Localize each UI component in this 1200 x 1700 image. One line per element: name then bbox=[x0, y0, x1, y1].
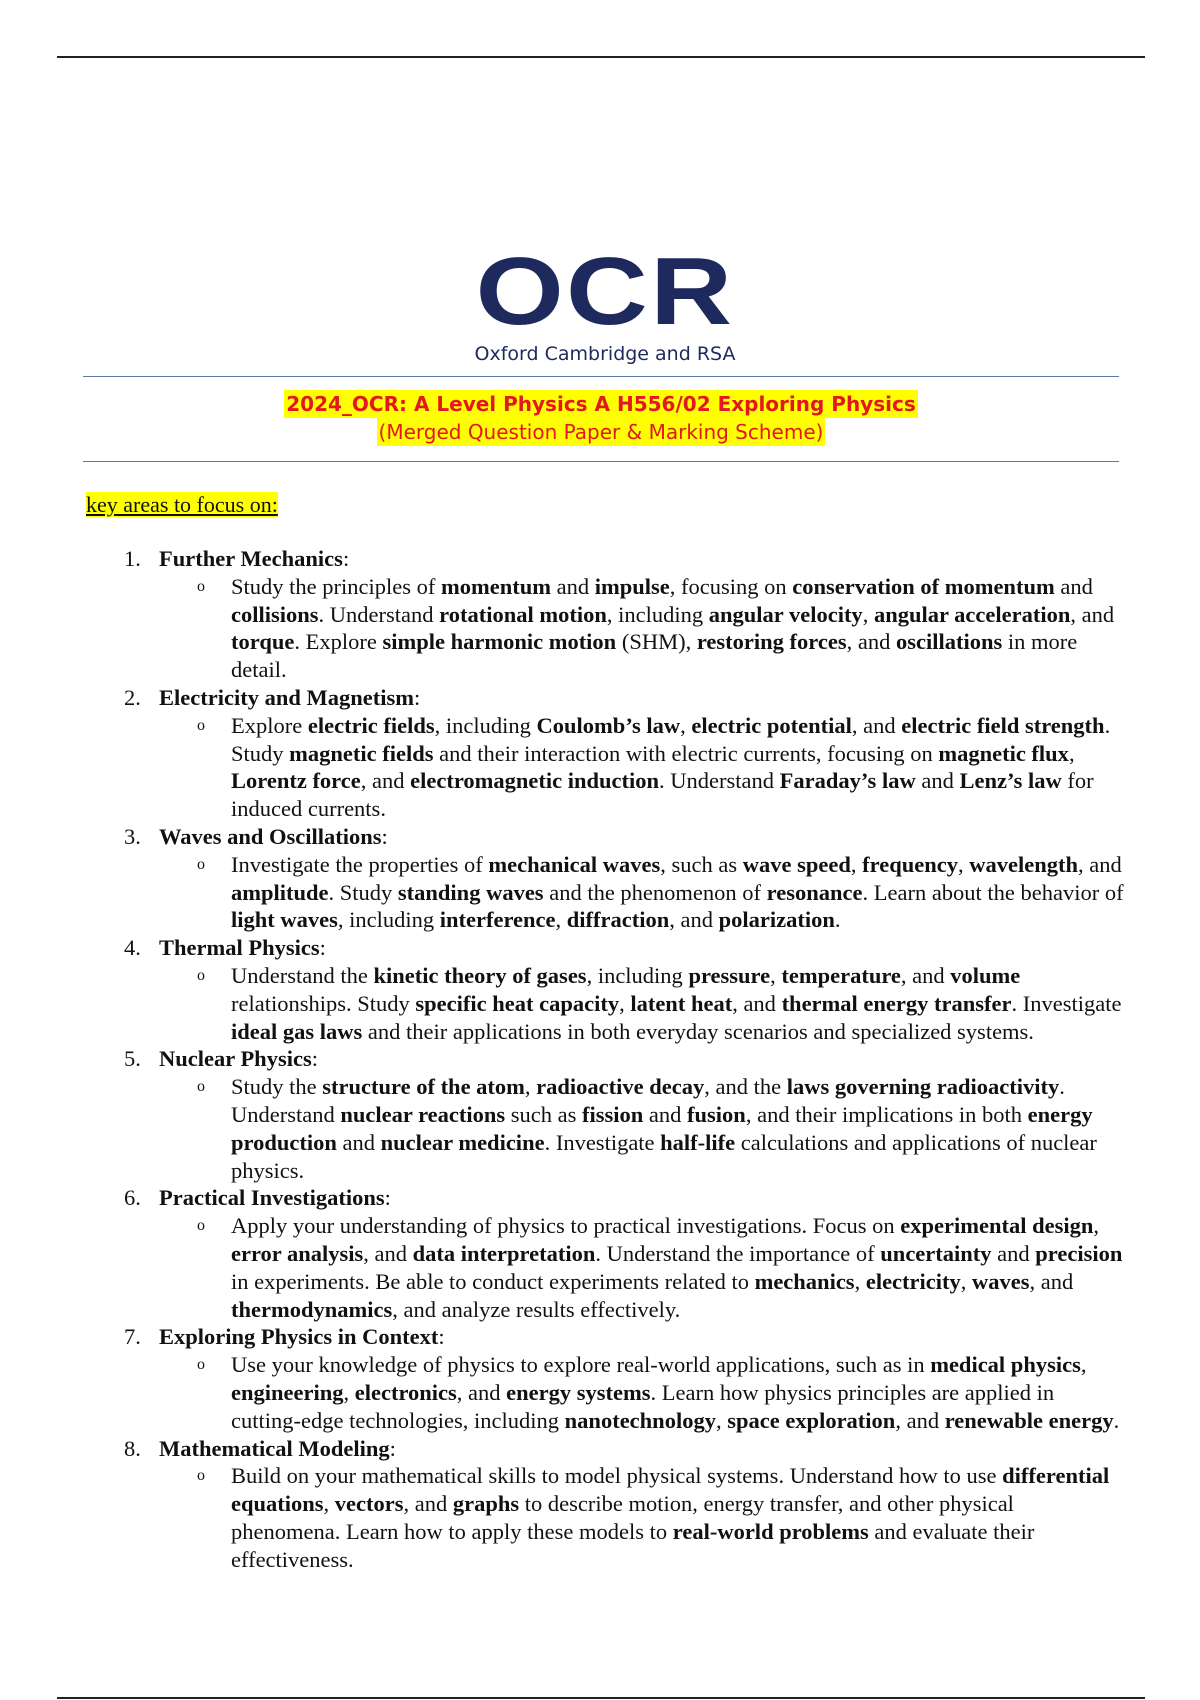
key-area-item bbox=[124, 545, 1124, 684]
hollow-bullet-icon: o bbox=[197, 1217, 205, 1235]
key-term: laws governing radioactivity bbox=[786, 1074, 1060, 1100]
key-term: standing waves bbox=[397, 879, 544, 905]
top-rule bbox=[57, 56, 1145, 58]
key-area-item bbox=[124, 684, 1124, 823]
key-term: Faraday’s law bbox=[779, 768, 916, 794]
key-term: kinetic theory of gases bbox=[373, 962, 587, 988]
key-term: ideal gas laws bbox=[231, 1018, 363, 1044]
hollow-bullet-icon: o bbox=[197, 716, 205, 734]
key-area-title: Further Mechanics bbox=[159, 546, 343, 571]
key-term: mechanics bbox=[754, 1268, 855, 1294]
key-term: waves bbox=[972, 1268, 1030, 1294]
key-term: frequency bbox=[862, 851, 958, 877]
key-area-number: 2. bbox=[124, 684, 141, 710]
key-term: experimental design bbox=[900, 1213, 1094, 1239]
key-area-title: Thermal Physics bbox=[159, 935, 320, 961]
key-term: mechanical waves bbox=[488, 851, 661, 877]
key-term: polarization bbox=[718, 907, 835, 933]
logo-wordmark: OCR bbox=[475, 238, 735, 345]
key-area-item bbox=[124, 1435, 1124, 1574]
hollow-bullet-icon: o bbox=[197, 1467, 205, 1485]
key-area-description: o Investigate the properties of mechanical waves, such as wave speed, frequency, wavelength, and amplitude. Study standing waves and the phenomenon of resonance. Learn about the behavior of light waves, including interference, diffraction, and polarization. bbox=[197, 851, 1124, 933]
key-area-heading: 4. Thermal Physics: bbox=[124, 935, 326, 961]
key-area-heading: 1. Further Mechanics: bbox=[124, 546, 350, 571]
key-area-number: 6. bbox=[124, 1185, 141, 1211]
key-term: restoring forces bbox=[696, 629, 847, 655]
key-term: Coulomb’s law bbox=[536, 712, 681, 738]
hollow-bullet-icon: o bbox=[197, 855, 205, 873]
key-term: fission bbox=[582, 1101, 644, 1127]
key-term: wavelength bbox=[969, 851, 1078, 877]
key-term: Lorentz force bbox=[231, 768, 361, 794]
key-area-item bbox=[124, 1045, 1124, 1184]
focus-heading bbox=[86, 491, 278, 519]
key-term: energy production bbox=[231, 1101, 1093, 1155]
key-term: precision bbox=[1035, 1240, 1123, 1266]
key-area-title: Waves and Oscillations bbox=[159, 823, 382, 849]
key-term: engineering bbox=[231, 1379, 344, 1405]
bottom-rule bbox=[57, 1697, 1145, 1699]
key-area-item bbox=[124, 934, 1124, 1045]
key-area-number: 5. bbox=[124, 1046, 141, 1072]
ocr-logo bbox=[455, 238, 755, 365]
key-area-number: 8. bbox=[124, 1435, 141, 1461]
key-term: rotational motion bbox=[439, 601, 607, 627]
key-term: pressure bbox=[688, 962, 771, 988]
key-term: resonance bbox=[766, 879, 863, 905]
key-area-description: o Understand the kinetic theory of gases, including pressure, temperature, and volume relationships. Study specific heat capacity, latent heat, and thermal energy transfer. Investigate ideal gas laws and their applications in both everyday scenarios and specialized systems. bbox=[197, 962, 1122, 1044]
focus-label: key areas to focus on: bbox=[86, 492, 278, 517]
key-area-number: 7. bbox=[124, 1324, 141, 1350]
key-term: collisions bbox=[231, 601, 319, 627]
key-term: temperature bbox=[781, 962, 901, 988]
key-term: half-life bbox=[660, 1129, 736, 1155]
hollow-bullet-icon: o bbox=[197, 1356, 205, 1374]
key-term: differential equations bbox=[231, 1463, 1110, 1517]
key-area-heading: 3. Waves and Oscillations: bbox=[124, 823, 388, 849]
key-term: energy systems bbox=[506, 1379, 651, 1405]
title-line-1: 2024_OCR: A Level Physics A H556/02 Exploring Physics bbox=[286, 392, 916, 416]
key-term: data interpretation bbox=[412, 1240, 596, 1266]
key-term: amplitude bbox=[231, 879, 329, 905]
key-area-description: o Use your knowledge of physics to explore real-world applications, such as in medical physics, engineering, electronics, and energy systems. Learn how physics principles are applied in cutting-edge technologies, including nanotechnology, space exploration, and renewable energy. bbox=[197, 1352, 1120, 1433]
key-area-heading: 7. Exploring Physics in Context: bbox=[124, 1324, 445, 1350]
key-area-heading: 8. Mathematical Modeling: bbox=[124, 1435, 396, 1461]
key-term: specific heat capacity bbox=[415, 990, 620, 1016]
key-term: interference bbox=[439, 907, 556, 933]
key-area-description: o Apply your understanding of physics to practical investigations. Focus on experimental design, error analysis, and data interpretation. Understand the importance of uncertainty and precision in experiments. Be able to conduct experiments related to mechanics, electricity, waves, and thermodynamics, and analyze results effectively. bbox=[197, 1213, 1123, 1322]
key-term: space exploration bbox=[727, 1407, 896, 1433]
key-area-heading: 6. Practical Investigations: bbox=[124, 1185, 391, 1211]
key-area-title: Electricity and Magnetism bbox=[159, 684, 414, 710]
key-term: real-world problems bbox=[672, 1518, 869, 1544]
key-term: magnetic fields bbox=[289, 740, 434, 766]
logo-subtitle: Oxford Cambridge and RSA bbox=[474, 343, 736, 365]
key-term: electricity bbox=[865, 1268, 961, 1294]
key-term: volume bbox=[950, 962, 1021, 988]
key-term: latent heat bbox=[630, 990, 733, 1016]
key-area-title: Practical Investigations bbox=[159, 1185, 385, 1211]
key-term: conservation of momentum bbox=[792, 573, 1055, 599]
key-term: nuclear medicine bbox=[380, 1129, 545, 1155]
key-term: error analysis bbox=[231, 1240, 364, 1266]
key-areas-list bbox=[124, 545, 1124, 1573]
key-term: renewable energy bbox=[944, 1407, 1114, 1433]
key-term: radioactive decay bbox=[536, 1074, 705, 1100]
key-area-heading: 5. Nuclear Physics: bbox=[124, 1046, 318, 1072]
key-term: graphs bbox=[452, 1491, 520, 1517]
key-term: vectors bbox=[334, 1491, 404, 1517]
key-term: Lenz’s law bbox=[959, 768, 1062, 794]
key-term: momentum bbox=[440, 573, 551, 599]
title-rule-top bbox=[83, 376, 1119, 377]
key-area-item bbox=[124, 1184, 1124, 1323]
key-area-title: Exploring Physics in Context bbox=[159, 1324, 439, 1350]
key-term: magnetic flux bbox=[938, 740, 1069, 766]
key-term: electric field strength bbox=[901, 712, 1105, 738]
hollow-bullet-icon: o bbox=[197, 1078, 205, 1096]
key-term: electronics bbox=[354, 1379, 457, 1405]
key-term: thermodynamics bbox=[231, 1296, 393, 1322]
key-term: impulse bbox=[594, 573, 670, 599]
key-term: nanotechnology bbox=[564, 1407, 716, 1433]
key-area-item bbox=[124, 1323, 1124, 1434]
key-area-title: Nuclear Physics bbox=[159, 1046, 312, 1072]
key-area-description: o Study the structure of the atom, radioactive decay, and the laws governing radioactivity. Understand nuclear reactions such as fission and fusion, and their implications in both energy production and nuclear medicine. Investigate half-life calculations and applications of nuclear physics. bbox=[197, 1074, 1097, 1183]
key-term: wave speed bbox=[742, 851, 851, 877]
key-area-number: 1. bbox=[124, 546, 141, 571]
key-term: electromagnetic induction bbox=[410, 768, 660, 794]
key-term: diffraction bbox=[566, 907, 670, 933]
key-term: torque bbox=[231, 629, 295, 655]
key-term: light waves bbox=[231, 907, 338, 933]
key-term: electric fields bbox=[307, 712, 435, 738]
key-area-heading: 2. Electricity and Magnetism: bbox=[124, 684, 421, 710]
key-term: oscillations bbox=[895, 629, 1003, 655]
key-area-description: o Explore electric fields, including Coulomb’s law, electric potential, and electric field strength. Study magnetic fields and their interaction with electric currents, focusing on magnetic flux, Lorentz force, and electromagnetic induction. Understand Faraday’s law and Lenz’s law for induced currents. bbox=[197, 712, 1111, 822]
key-term: uncertainty bbox=[880, 1240, 992, 1266]
key-term: fusion bbox=[687, 1101, 746, 1127]
title-line-2: (Merged Question Paper & Marking Scheme) bbox=[378, 420, 824, 444]
document-title bbox=[83, 390, 1119, 446]
key-area-item bbox=[124, 823, 1124, 934]
title-rule-bottom bbox=[83, 461, 1119, 462]
key-term: simple harmonic motion bbox=[382, 629, 617, 655]
key-term: angular velocity bbox=[708, 601, 863, 627]
key-term: nuclear reactions bbox=[340, 1101, 506, 1127]
hollow-bullet-icon: o bbox=[197, 966, 205, 984]
key-area-title: Mathematical Modeling bbox=[159, 1435, 390, 1461]
key-term: electric potential bbox=[691, 712, 852, 738]
hollow-bullet-icon: o bbox=[197, 577, 205, 595]
key-term: medical physics bbox=[930, 1352, 1081, 1378]
key-term: angular acceleration bbox=[873, 601, 1071, 627]
key-term: structure of the atom bbox=[322, 1074, 525, 1100]
key-area-number: 4. bbox=[124, 935, 141, 961]
key-area-description: o Build on your mathematical skills to model physical systems. Understand how to use differential equations, vectors, and graphs to describe motion, energy transfer, and other physical phenomena. Learn how to apply these models to real-world problems and evaluate their effectiveness. bbox=[197, 1463, 1110, 1572]
key-area-number: 3. bbox=[124, 823, 141, 849]
key-term: thermal energy transfer bbox=[781, 990, 1012, 1016]
key-area-description: o Study the principles of momentum and impulse, focusing on conservation of momentum and collisions. Understand rotational motion, including angular velocity, angular acceleration, and torque. Explore simple harmonic motion (SHM), restoring forces, and oscillations in more detail. bbox=[197, 573, 1115, 683]
